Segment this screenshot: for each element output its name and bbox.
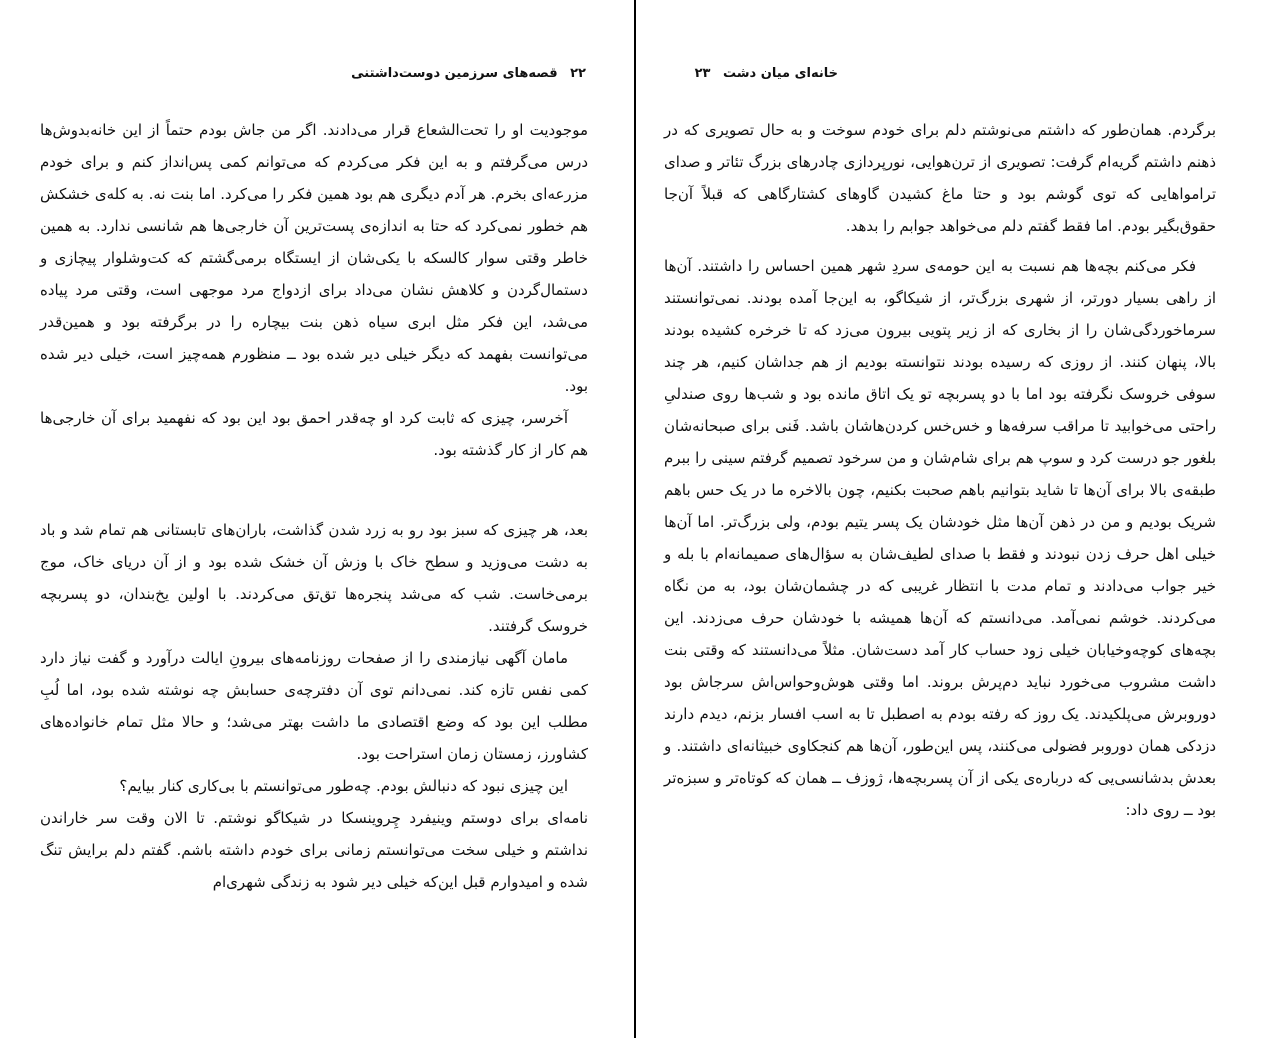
paragraph: فکر می‌کنم بچه‌ها هم نسبت به این حومه‌ی سردِ شهر همین احساس را داشتند. آن‌ها از راهی بسیار دورتر، از شهری بزرگ‌تر، از شیکاگو، به این‌جا آمده بودند. نمی‌توانستند سرماخوردگی‌شان را از بخاری که از زیر پتویی بیرون می‌زد که تا خرخره کشیده بودند بالا، پنهان کنند. از روزی که رسیده بودند نتوانسته بودیم از هم جداشان کنیم، هر چند سوفی خروسک نگرفته بود اما با دو پسربچه تو یک اتاق مانده بود و شب‌ها روی صندلیِ راحتی می‌خوابید تا مراقب سرفه‌ها و خس‌خس کردن‌هاشان باشد. فَنی برای صبحانه‌شان بلغور جو درست کرد و سوپ هم برای شام‌شان و من سرخود تصمیم گرفتم سینی را ببرم طبقه‌ی بالا برای آن‌ها تا شاید بتوانیم باهم صحبت بکنیم، چون بالاخره ما در یک حس باهم شریک بودیم و من در ذهن آن‌ها مثل خودشان یک پسر یتیم بودم، ولی بزرگ‌تر. اما آن‌ها خیلی اهل حرف زدن نبودند و فقط با صدای لطیف‌شان به سؤال‌های صمیمانه‌ام با بله و خیر جواب می‌دادند و تمام مدت با انتظار غریبی که در چشمان‌شان بود، به من نگاه می‌کردند. خوشم نمی‌آمد. می‌دانستم که آن‌ها همیشه با خودشان حرف می‌زدند. این بچه‌های کوچه‌وخیابان خیلی زود حساب کار آمد دست‌شان. مثلاً می‌دانستند که وقتی بنت داشت مشروب می‌خورد نباید دم‌پرش بروند. اما وقتی هوش‌وحواس‌اش سرجاش بود دوروبرش می‌پلکیدند. یک روز که رفته بودم به اصطبل تا به اسب افسار بزنم، دیدم دارند دزدکی همان دوروبر فضولی می‌کنند، پس این‌طور، آن‌ها هم کنجکاوی خبیثانه‌ای داشتند. و بعدش بدشانسی‌یی که درباره‌ی یکی از آن پسربچه‌ها، ژوزف ــ همان که کوتاه‌تر و سبزه‌تر بود ــ روی داد: — [664, 257, 1216, 819]
left-page — [0, 0, 636, 1038]
paragraph: بعد، هر چیزی که سبز بود رو به زرد شدن گذاشت، باران‌های تابستانی هم تمام شد و باد به دشت می‌وزید و سطح خاک با وزش آن خشک شده بود و از آن دریای خاک، موج برمی‌خاست. شب که می‌شد پنجره‌ها تق‌تق می‌کردند. با اولین یخ‌بندان، دو پسربچه خروسک گرفتند. — [40, 521, 588, 635]
paragraph: برگردم. همان‌طور که داشتم می‌نوشتم دلم برای خودم سوخت و به حال تصویری که در ذهنم داشتم گریه‌ام گرفت: تصویری از ترن‌هوایی، نورپردازی چادرهای بزرگ تئاتر و صدای ترامواهایی که توی گوشم بود و حتا ماغ کشیدن گاوهای کشتارگاهی که قبلاً آن‌جا حقوق‌بگیر بودم. اما فقط گفتم دلم می‌خواهد جوابم را بدهد. — [664, 121, 1216, 235]
right-page-number: ۲۳ — [694, 66, 711, 81]
section-break — [40, 466, 588, 514]
right-running-head — [695, 62, 838, 86]
paragraph: نامه‌ای برای دوستم وینیفرد چِروینسکا در شیکاگو نوشتم. تا الان وقت سر خاراندن نداشتم و خیلی سخت می‌توانستم زمانی برای خودم داشته باشم. گفتم دلم برایش تنگ شده و امیدوارم قبل این‌که خیلی دیر شود به زندگی شهری‌ام — [40, 809, 588, 891]
right-page — [638, 0, 1274, 1038]
right-text-block — [664, 114, 1216, 826]
left-text-block — [40, 114, 588, 898]
right-running-title: خانه‌ای میان دشت — [723, 66, 838, 81]
left-page-number: ۲۲ — [570, 66, 586, 81]
paragraph: موجودیت او را تحت‌الشعاع قرار می‌دادند. اگر من جاش بودم حتماً از این خانه‌بدوش‌ها درس می‌گرفتم و به این فکر می‌کردم که می‌توانم کمی پس‌انداز کنم و برای خودم مزرعه‌ای بخرم. هر آدم دیگری هم بود همین فکر را می‌کرد. اما بنت نه. به کله‌ی خشکش هم خطور نمی‌کرد که حتا به اندازه‌ی پست‌ترین آن خارجی‌ها هم شانسی ندارد. به همین خاطر وقتی سوار کالسکه با یکی‌شان از ایستگاه برمی‌گشتم که کت‌وشلوار پیچازی و دستمال‌گردن و کلاهش نشان می‌داد برای ازدواج مرد موجهی است، وقتی مرد پیاده می‌شد، این فکر مثل ابری سیاه ذهن بنت بیچاره را در برگرفته بود و همین‌قدر می‌توانست بفهمد که دیگر خیلی دیر شده بود ــ منظورم همه‌چیز است، خیلی دیر شده بود. — [40, 121, 588, 395]
left-running-title: قصه‌های سرزمین دوست‌داشتنی — [351, 66, 558, 81]
paragraph: این چیزی نبود که دنبالش بودم. چه‌طور می‌توانستم با بی‌کاری کنار بیایم؟ — [119, 777, 568, 795]
paragraph: آخرسر، چیزی که ثابت کرد او چه‌قدر احمق بود این بود که نفهمید برای آن خارجی‌ها هم کار از کار گذشته بود. — [40, 409, 588, 459]
paragraph: مامان آگهی نیازمندی را از صفحات روزنامه‌های بیرونِ ایالت درآورد و گفت نیاز دارد کمی نفس تازه کند. نمی‌دانم توی آن دفترچه‌ی حسابش چه نوشته شده بود، اما لُبِ مطلب این بود که وضع اقتصادی ما داشت بهتر می‌شد؛ و حالا مثل تمام خانواده‌های کشاورز، زمستان زمان استراحت بود. — [40, 649, 588, 763]
left-running-head — [351, 62, 586, 86]
